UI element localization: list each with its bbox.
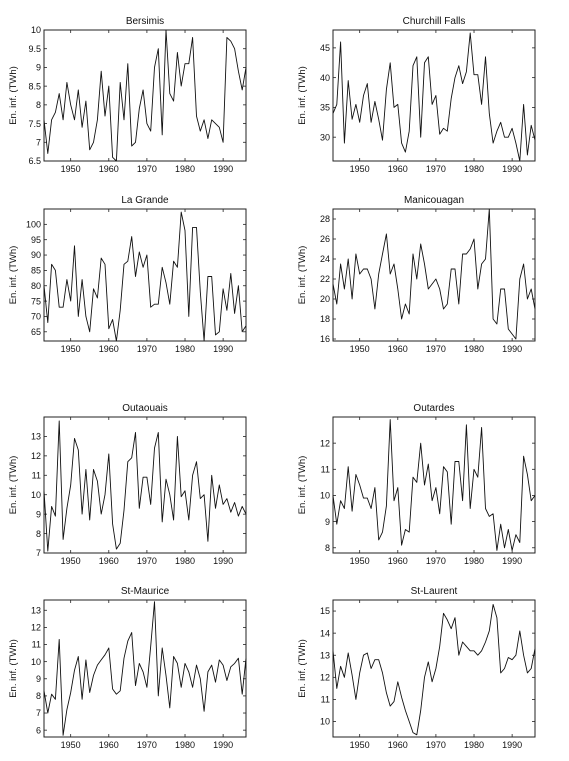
y-axis-label: En. inf. (TWh) bbox=[297, 455, 308, 515]
y-tick-label: 26 bbox=[319, 234, 330, 245]
series-line-manicouagan bbox=[333, 209, 535, 339]
x-tick-label: 1990 bbox=[213, 164, 234, 174]
x-tick-label: 1950 bbox=[349, 344, 370, 354]
y-tick-label: 8 bbox=[35, 100, 41, 111]
y-tick-label: 9 bbox=[35, 509, 41, 520]
x-tick-label: 1960 bbox=[98, 556, 119, 566]
y-tick-label: 12 bbox=[319, 438, 330, 449]
y-axis-label: En. inf. (TWh) bbox=[297, 639, 308, 698]
x-tick-label: 1970 bbox=[425, 740, 446, 750]
plot-frame bbox=[333, 417, 535, 553]
chart-panel-la-grande bbox=[8, 195, 246, 354]
y-tick-label: 7 bbox=[35, 137, 41, 148]
x-tick-label: 1970 bbox=[136, 556, 157, 566]
x-tick-label: 1950 bbox=[349, 164, 370, 174]
y-tick-label: 13 bbox=[30, 605, 41, 616]
x-tick-label: 1980 bbox=[175, 740, 196, 750]
chart-title: Bersimis bbox=[125, 16, 165, 27]
y-tick-label: 10 bbox=[319, 490, 330, 501]
y-tick-label: 18 bbox=[319, 314, 330, 325]
chart-panel-churchill-falls bbox=[297, 16, 535, 174]
series-line-la-grande bbox=[44, 212, 246, 341]
y-tick-label: 24 bbox=[319, 254, 330, 265]
y-tick-label: 13 bbox=[319, 650, 330, 661]
y-tick-label: 10 bbox=[30, 656, 41, 667]
y-tick-label: 65 bbox=[30, 326, 41, 337]
series-line-outardes bbox=[333, 420, 535, 551]
y-tick-label: 9 bbox=[35, 62, 41, 73]
y-tick-label: 12 bbox=[319, 672, 330, 683]
y-tick-label: 10 bbox=[30, 489, 41, 500]
x-tick-label: 1950 bbox=[60, 164, 81, 174]
x-tick-label: 1960 bbox=[387, 556, 408, 566]
chart-title: Manicouagan bbox=[403, 195, 465, 206]
x-tick-label: 1980 bbox=[464, 164, 485, 174]
y-tick-label: 10 bbox=[30, 25, 41, 36]
y-tick-label: 8 bbox=[324, 542, 330, 553]
y-tick-label: 11 bbox=[31, 470, 41, 481]
plot-frame bbox=[44, 209, 246, 341]
x-tick-label: 1960 bbox=[98, 740, 119, 750]
y-tick-label: 9 bbox=[35, 673, 41, 684]
y-tick-label: 11 bbox=[320, 464, 330, 475]
y-tick-label: 7.5 bbox=[28, 118, 41, 129]
y-axis-label: En. inf. (TWh) bbox=[8, 245, 19, 305]
series-line-st-laurent bbox=[333, 604, 535, 734]
series-line-bersimis bbox=[44, 30, 246, 161]
y-tick-label: 95 bbox=[30, 234, 41, 245]
x-tick-label: 1980 bbox=[175, 344, 196, 354]
y-tick-label: 15 bbox=[319, 606, 330, 617]
y-tick-label: 70 bbox=[30, 311, 41, 322]
series-line-outaouais bbox=[44, 421, 246, 551]
y-tick-label: 9.5 bbox=[28, 43, 41, 54]
x-tick-label: 1980 bbox=[464, 740, 485, 750]
x-tick-label: 1990 bbox=[213, 556, 234, 566]
plot-frame bbox=[333, 209, 535, 341]
y-tick-label: 30 bbox=[319, 132, 330, 143]
chart-title: Churchill Falls bbox=[402, 16, 466, 27]
y-tick-label: 8 bbox=[35, 528, 41, 539]
chart-title: St-Maurice bbox=[120, 586, 170, 597]
x-tick-label: 1990 bbox=[213, 344, 234, 354]
y-tick-label: 12 bbox=[30, 451, 41, 462]
x-tick-label: 1970 bbox=[136, 740, 157, 750]
y-tick-label: 90 bbox=[30, 250, 41, 261]
y-tick-label: 9 bbox=[324, 516, 330, 527]
series-line-churchill-falls bbox=[333, 33, 535, 161]
y-tick-label: 28 bbox=[319, 214, 330, 225]
y-tick-label: 12 bbox=[30, 622, 41, 633]
y-tick-label: 45 bbox=[319, 43, 330, 54]
y-tick-label: 13 bbox=[30, 431, 41, 442]
x-tick-label: 1970 bbox=[136, 344, 157, 354]
y-axis-label: En. inf. (TWh) bbox=[297, 66, 308, 125]
y-axis-label: En. inf. (TWh) bbox=[8, 455, 19, 515]
x-tick-label: 1960 bbox=[98, 344, 119, 354]
chart-panel-st-laurent bbox=[297, 586, 535, 750]
chart-title: St-Laurent bbox=[410, 586, 458, 597]
y-tick-label: 6 bbox=[35, 725, 41, 736]
y-tick-label: 10 bbox=[319, 716, 330, 727]
x-tick-label: 1980 bbox=[464, 344, 485, 354]
x-tick-label: 1990 bbox=[502, 740, 523, 750]
x-tick-label: 1970 bbox=[136, 164, 157, 174]
x-tick-label: 1960 bbox=[387, 740, 408, 750]
y-tick-label: 14 bbox=[319, 628, 330, 639]
y-tick-label: 8.5 bbox=[28, 81, 41, 92]
x-tick-label: 1960 bbox=[98, 164, 119, 174]
y-tick-label: 7 bbox=[35, 548, 41, 559]
x-tick-label: 1960 bbox=[387, 344, 408, 354]
x-tick-label: 1990 bbox=[502, 164, 523, 174]
y-tick-label: 80 bbox=[30, 280, 41, 291]
x-tick-label: 1980 bbox=[175, 164, 196, 174]
y-axis-label: En. inf. (TWh) bbox=[8, 639, 19, 698]
y-axis-label: En. inf. (TWh) bbox=[8, 66, 19, 125]
x-tick-label: 1950 bbox=[349, 556, 370, 566]
chart-title: La Grande bbox=[121, 195, 169, 206]
chart-title: Outaouais bbox=[122, 403, 168, 414]
chart-panel-st-maurice bbox=[8, 586, 246, 750]
y-tick-label: 85 bbox=[30, 265, 41, 276]
x-tick-label: 1970 bbox=[425, 556, 446, 566]
y-tick-label: 20 bbox=[319, 294, 330, 305]
y-tick-label: 16 bbox=[319, 334, 330, 345]
plot-frame bbox=[44, 600, 246, 737]
y-tick-label: 75 bbox=[30, 296, 41, 307]
chart-panel-bersimis bbox=[8, 16, 246, 174]
x-tick-label: 1970 bbox=[425, 164, 446, 174]
y-tick-label: 40 bbox=[319, 72, 330, 83]
x-tick-label: 1950 bbox=[349, 740, 370, 750]
x-tick-label: 1990 bbox=[213, 740, 234, 750]
x-tick-label: 1950 bbox=[60, 556, 81, 566]
x-tick-label: 1980 bbox=[464, 556, 485, 566]
y-tick-label: 8 bbox=[35, 691, 41, 702]
chart-panel-manicouagan bbox=[297, 195, 535, 354]
x-tick-label: 1950 bbox=[60, 740, 81, 750]
chart-title: Outardes bbox=[413, 403, 455, 414]
y-tick-label: 7 bbox=[35, 708, 41, 719]
x-tick-label: 1960 bbox=[387, 164, 408, 174]
y-tick-label: 6.5 bbox=[28, 156, 41, 167]
chart-panel-outaouais bbox=[8, 403, 246, 566]
x-tick-label: 1990 bbox=[502, 556, 523, 566]
plot-frame bbox=[44, 417, 246, 553]
y-tick-label: 22 bbox=[319, 274, 330, 285]
series-line-st-maurice bbox=[44, 602, 246, 736]
plot-frame bbox=[44, 30, 246, 161]
y-tick-label: 100 bbox=[25, 219, 41, 230]
x-tick-label: 1970 bbox=[425, 344, 446, 354]
y-axis-label: En. inf. (TWh) bbox=[297, 245, 308, 305]
y-tick-label: 11 bbox=[31, 639, 41, 650]
x-tick-label: 1980 bbox=[175, 556, 196, 566]
y-tick-label: 35 bbox=[319, 102, 330, 113]
x-tick-label: 1950 bbox=[60, 344, 81, 354]
x-tick-label: 1990 bbox=[502, 344, 523, 354]
y-tick-label: 11 bbox=[320, 694, 330, 705]
chart-panel-outardes bbox=[297, 403, 535, 566]
